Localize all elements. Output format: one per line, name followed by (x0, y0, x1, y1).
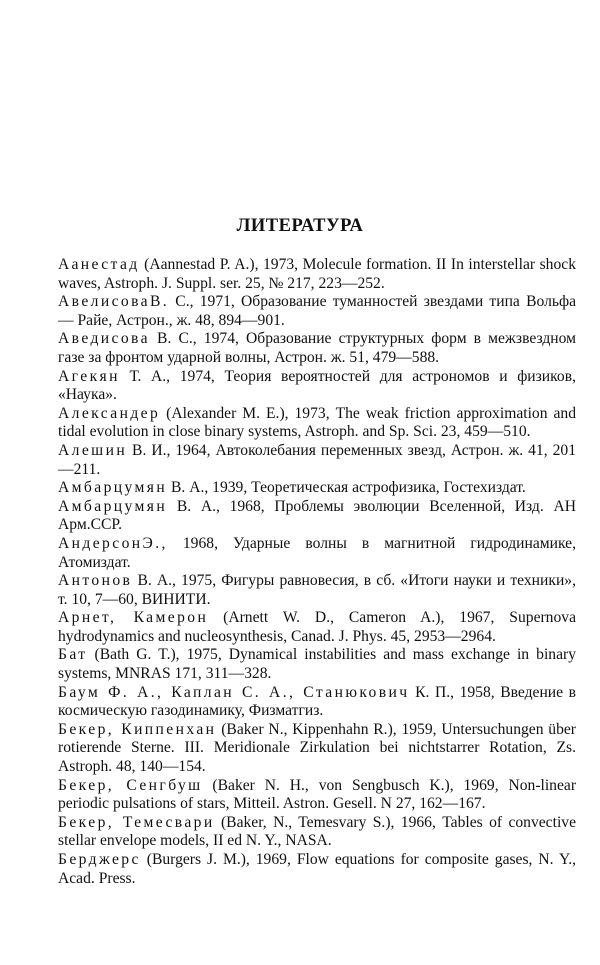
reference-details: В. А., 1939, Теоретическая астрофизика, Гостехиздат. (167, 479, 526, 497)
reference-author: Бекер, Сенгбуш (58, 776, 203, 794)
reference-author: Алешин (58, 441, 128, 459)
reference-entry (58, 368, 576, 405)
reference-author: Аведисова (58, 330, 150, 348)
reference-entry (58, 777, 576, 814)
reference-author: Амбарцумян (58, 479, 168, 497)
reference-details: (Baker N., Kippenhahn R.), 1959, Untersuchungen über rotierende Sterne. III. Meridionale Zirkulation bei nichtstarrer Rotation, Zs. Astroph. 48, 140—154. (58, 720, 577, 776)
reference-details: (Baker N. H., von Sengbusch K.), 1969, Non-linear periodic pulsations of stars, Mitteil. Astron. Gesell. N 27, 162—167. (58, 776, 577, 813)
reference-entry (58, 535, 576, 572)
reference-details: С., 1971, Образование туманностей звездами типа Вольфа — Райе, Астрон., ж. 48, 894—901. (58, 293, 576, 329)
reference-author: Аанестад (58, 256, 140, 273)
reference-details: (Aannestad P. A.), 1973, Molecule formation. II In interstellar shock waves, Astroph. J. Suppl. ser. 25, № 217, 223—252. (58, 256, 576, 292)
reference-details: В. А., 1975, Фигуры равновесия, в сб. «Итоги науки и техники», т. 10, 7—60, ВИНИТИ. (58, 572, 576, 608)
reference-author: АвелисоваВ. (58, 293, 170, 311)
reference-author: Баум Ф. А., Каплан С. А., Станюкович (58, 683, 410, 701)
reference-details: (Arnett W. D., Cameron A.), 1967, Supernova hydrodynamics and nucleosynthesis, Canad. J. Phys. 45, 2953—2964. (58, 609, 576, 645)
reference-entry (58, 721, 576, 777)
reference-details: В. И., 1964, Автоколебания переменных звезд, Астрон. ж. 41, 201—211. (58, 441, 576, 478)
reference-entry (58, 405, 576, 442)
reference-entry (58, 256, 576, 293)
reference-entry (58, 442, 576, 479)
reference-entry (58, 572, 576, 609)
reference-details: (Alexander M. E.), 1973, The weak friction approximation and tidal evolution in close binary systems, Astroph. and Sp. Sci. 23, 459—510. (58, 404, 576, 441)
reference-details: (Bath G. T.), 1975, Dynamical instabilities and mass exchange in binary systems, MNRAS 171, 311—328. (58, 646, 576, 683)
reference-author: Агекян (58, 367, 120, 385)
reference-list (58, 256, 576, 888)
reference-details: (Baker, N., Temesvary S.), 1966, Tables of convective stellar envelope models, II ed N. Y., NASA. (58, 813, 576, 850)
reference-details: К. П., 1958, Введение в космическую газодинамику, Физматгиз. (58, 683, 576, 720)
reference-entry (58, 293, 576, 330)
reference-details: Т. А., 1974, Теория вероятностей для астрономов и физиков, «Наука». (58, 367, 576, 404)
reference-entry (58, 814, 576, 851)
reference-entry (58, 330, 576, 367)
page-title: ЛИТЕРАТУРА (236, 216, 364, 236)
reference-details: В. А., 1968, Проблемы эволюции Вселенной, Изд. АН Арм.ССР. (58, 497, 576, 534)
reference-entry (58, 479, 576, 498)
reference-author: АндерсонЭ., (58, 534, 168, 552)
reference-author: Бекер, Темесвари (58, 813, 215, 831)
reference-author: Антонов (58, 572, 133, 590)
reference-author: Берджерс (58, 851, 141, 868)
reference-entry (58, 609, 576, 646)
reference-details: (Burgers J. M.), 1969, Flow equations for composite gases, N. Y., Acad. Press. (58, 851, 576, 887)
reference-entry (58, 498, 576, 535)
reference-author: Бат (58, 646, 88, 664)
reference-details: В. С., 1974, Образование структурных форм в межзвездном газе за фронтом ударной волны, Астрон. ж. 51, 479—588. (58, 330, 576, 366)
reference-entry (58, 646, 576, 683)
reference-author: Бекер, Киппенхан (58, 720, 217, 738)
reference-author: Амбарцумян (58, 497, 168, 515)
reference-entry (58, 684, 576, 721)
reference-details: 1968, Ударные волны в магнитной гидродинамике, Атомиздат. (58, 534, 576, 571)
reference-author: Арнет, Камерон (58, 609, 209, 627)
reference-entry (58, 851, 576, 888)
reference-author: Александер (58, 404, 161, 422)
